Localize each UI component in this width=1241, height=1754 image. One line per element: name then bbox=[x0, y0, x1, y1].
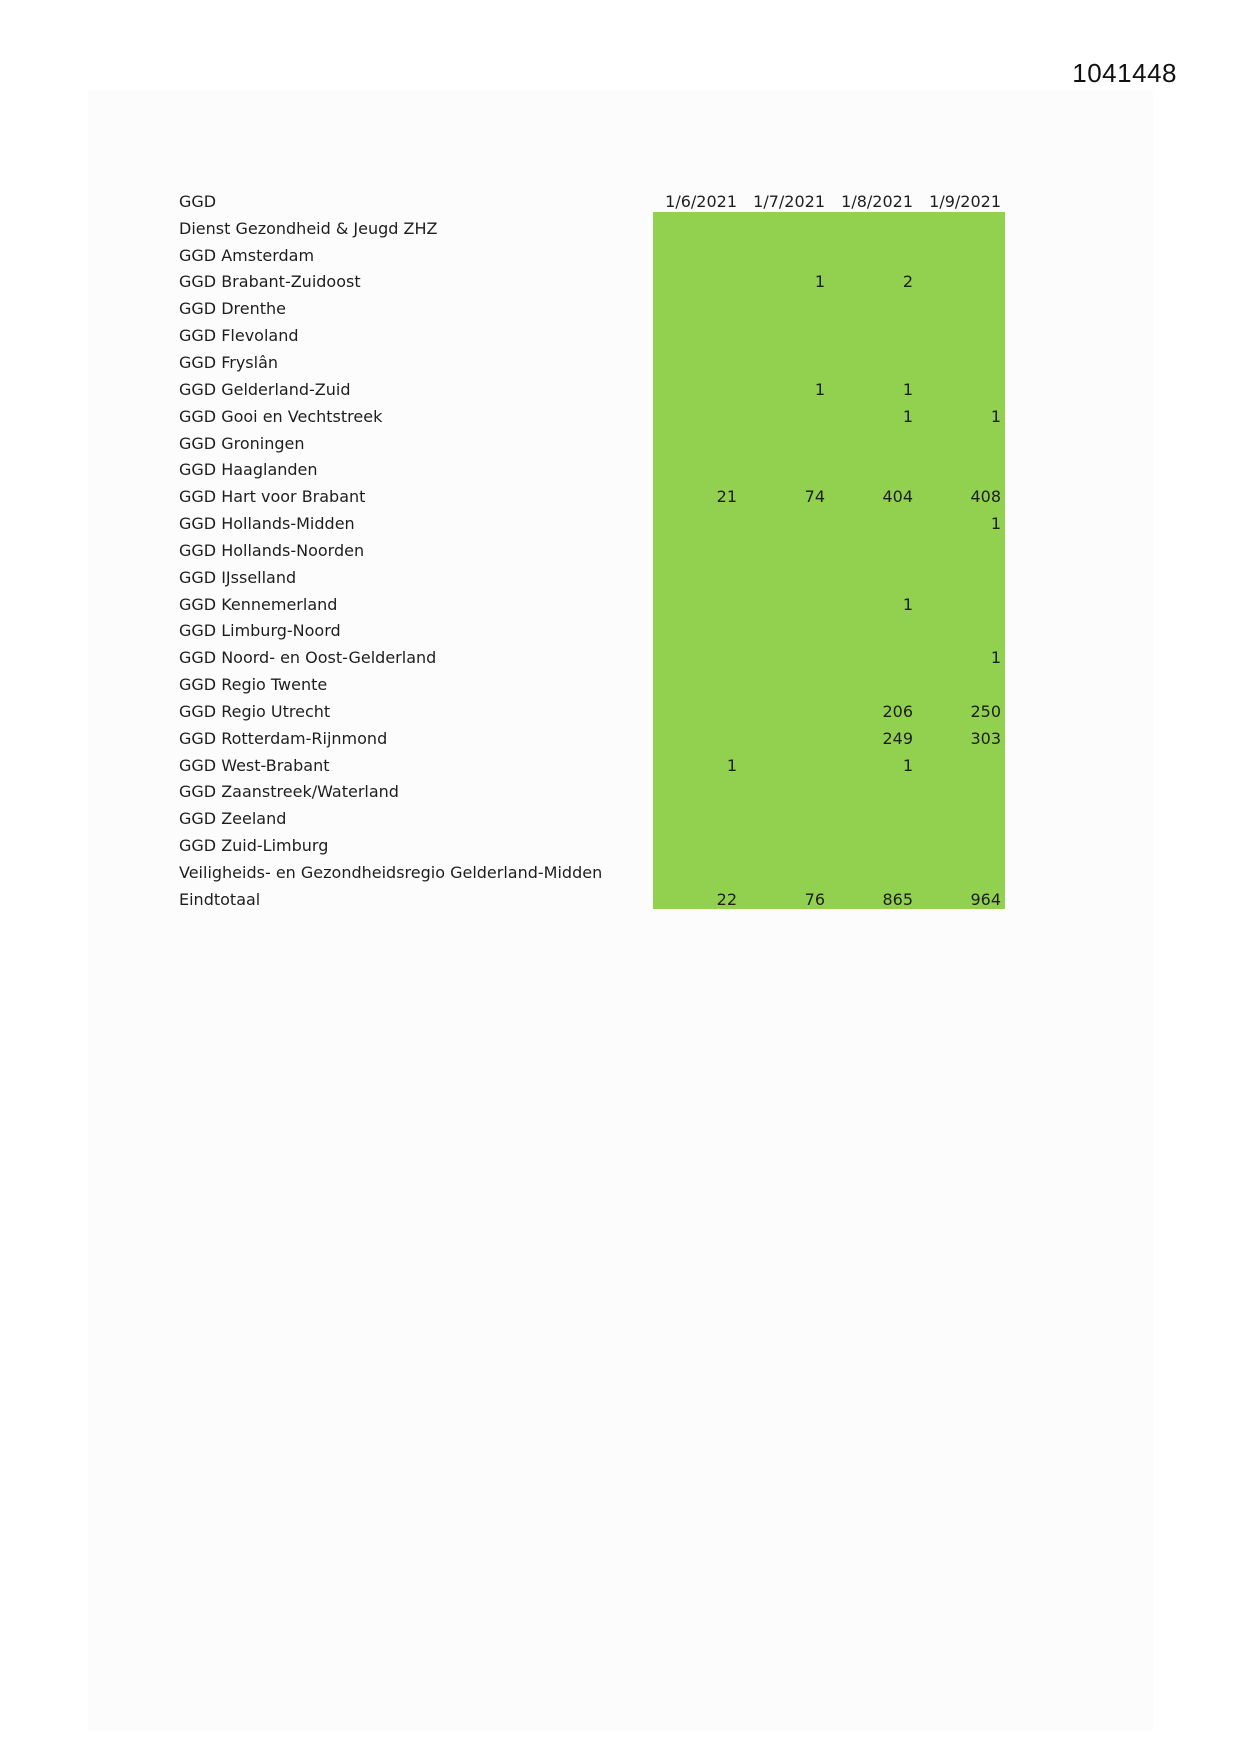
table-row bbox=[176, 349, 1004, 376]
row-label: GGD Fryslân bbox=[179, 352, 279, 372]
value-cell bbox=[828, 618, 916, 645]
value-cell bbox=[652, 242, 740, 269]
value-cell bbox=[652, 322, 740, 349]
value-cell: 1 bbox=[990, 406, 1001, 426]
value-cell bbox=[916, 779, 1004, 806]
value-cell: 865 bbox=[882, 889, 913, 909]
table-row bbox=[176, 456, 1004, 483]
value-cell bbox=[652, 456, 740, 483]
row-label: GGD Kennemerland bbox=[179, 594, 338, 614]
value-cell bbox=[652, 805, 740, 832]
value-cell bbox=[828, 671, 916, 698]
row-label: GGD Brabant-Zuidoost bbox=[179, 272, 361, 292]
value-cell bbox=[740, 537, 828, 564]
value-cell bbox=[916, 591, 1004, 618]
value-cell bbox=[652, 779, 740, 806]
value-cell bbox=[740, 322, 828, 349]
value-cell: 249 bbox=[882, 728, 913, 748]
value-cell bbox=[828, 349, 916, 376]
value-cell: 74 bbox=[804, 487, 825, 507]
column-header-date: 1/7/2021 bbox=[753, 191, 825, 211]
value-cell bbox=[740, 725, 828, 752]
row-label: GGD Zaanstreek/Waterland bbox=[179, 782, 399, 802]
value-cell bbox=[916, 752, 1004, 779]
row-label: Veiligheids- en Gezondheidsregio Gelderland-Midden bbox=[179, 863, 603, 883]
value-cell bbox=[916, 295, 1004, 322]
column-header-date: 1/9/2021 bbox=[929, 191, 1001, 211]
table-row bbox=[176, 510, 1004, 537]
value-cell bbox=[652, 269, 740, 296]
value-cell bbox=[916, 349, 1004, 376]
value-cell: 1 bbox=[902, 594, 913, 614]
value-cell bbox=[740, 403, 828, 430]
row-label: GGD Regio Twente bbox=[179, 675, 328, 695]
row-label: Dienst Gezondheid & Jeugd ZHZ bbox=[179, 218, 438, 238]
value-cell bbox=[916, 564, 1004, 591]
row-label: GGD Limburg-Noord bbox=[179, 621, 341, 641]
value-cell bbox=[828, 242, 916, 269]
value-cell bbox=[652, 832, 740, 859]
value-cell bbox=[740, 591, 828, 618]
value-cell: 22 bbox=[716, 889, 737, 909]
value-cell bbox=[828, 537, 916, 564]
row-label: GGD Zuid-Limburg bbox=[179, 836, 329, 856]
table-row bbox=[176, 591, 1004, 618]
row-label: GGD Groningen bbox=[179, 433, 305, 453]
table-row bbox=[176, 698, 1004, 725]
table-row bbox=[176, 752, 1004, 779]
value-cell: 1 bbox=[814, 379, 825, 399]
value-cell: 404 bbox=[882, 487, 913, 507]
value-cell bbox=[916, 618, 1004, 645]
table-body bbox=[176, 215, 1004, 913]
value-cell bbox=[916, 242, 1004, 269]
value-cell bbox=[740, 510, 828, 537]
value-cell bbox=[828, 859, 916, 886]
value-cell bbox=[652, 671, 740, 698]
value-cell: 303 bbox=[970, 728, 1001, 748]
row-label: GGD Haaglanden bbox=[179, 460, 318, 480]
value-cell bbox=[652, 295, 740, 322]
table-row bbox=[176, 564, 1004, 591]
value-cell: 76 bbox=[804, 889, 825, 909]
value-cell: 1 bbox=[726, 755, 737, 775]
table-row bbox=[176, 725, 1004, 752]
row-label: GGD Hollands-Noorden bbox=[179, 540, 365, 560]
row-label: Eindtotaal bbox=[179, 889, 261, 909]
value-cell bbox=[916, 859, 1004, 886]
value-cell: 21 bbox=[716, 487, 737, 507]
value-cell bbox=[916, 215, 1004, 242]
value-cell bbox=[828, 832, 916, 859]
value-cell bbox=[652, 430, 740, 457]
value-cell bbox=[828, 779, 916, 806]
value-cell: 206 bbox=[882, 701, 913, 721]
table-row bbox=[176, 269, 1004, 296]
value-cell bbox=[652, 591, 740, 618]
row-label: GGD Flevoland bbox=[179, 326, 299, 346]
value-cell bbox=[828, 564, 916, 591]
value-cell bbox=[652, 859, 740, 886]
value-cell bbox=[916, 269, 1004, 296]
row-label: GGD Regio Utrecht bbox=[179, 701, 331, 721]
value-cell bbox=[916, 322, 1004, 349]
value-cell bbox=[740, 242, 828, 269]
table-row bbox=[176, 805, 1004, 832]
value-cell bbox=[652, 725, 740, 752]
value-cell bbox=[916, 832, 1004, 859]
value-cell: 964 bbox=[970, 889, 1001, 909]
value-cell bbox=[740, 564, 828, 591]
value-cell bbox=[916, 376, 1004, 403]
column-header-date: 1/8/2021 bbox=[841, 191, 913, 211]
value-cell bbox=[740, 859, 828, 886]
row-label: GGD IJsselland bbox=[179, 567, 297, 587]
value-cell: 408 bbox=[970, 487, 1001, 507]
row-label: GGD Noord- en Oost-Gelderland bbox=[179, 648, 437, 668]
value-cell bbox=[652, 618, 740, 645]
value-cell bbox=[652, 376, 740, 403]
row-label: GGD Gooi en Vechtstreek bbox=[179, 406, 383, 426]
value-cell bbox=[916, 671, 1004, 698]
table-row bbox=[176, 859, 1004, 886]
value-cell bbox=[828, 430, 916, 457]
value-cell bbox=[652, 403, 740, 430]
row-label: GGD Zeeland bbox=[179, 809, 287, 829]
table-header-row bbox=[176, 188, 1004, 215]
table-row bbox=[176, 671, 1004, 698]
value-cell: 2 bbox=[902, 272, 913, 292]
value-cell bbox=[828, 644, 916, 671]
row-label: GGD Hollands-Midden bbox=[179, 514, 355, 534]
row-label: GGD Rotterdam-Rijnmond bbox=[179, 728, 388, 748]
table-row bbox=[176, 295, 1004, 322]
value-cell: 1 bbox=[990, 514, 1001, 534]
row-label: GGD Drenthe bbox=[179, 299, 286, 319]
value-cell bbox=[740, 698, 828, 725]
value-cell bbox=[828, 456, 916, 483]
value-cell bbox=[740, 752, 828, 779]
value-cell bbox=[740, 215, 828, 242]
value-cell bbox=[740, 295, 828, 322]
table-row bbox=[176, 832, 1004, 859]
value-cell: 1 bbox=[902, 406, 913, 426]
table-row bbox=[176, 322, 1004, 349]
table-row bbox=[176, 376, 1004, 403]
value-cell bbox=[828, 295, 916, 322]
value-cell bbox=[652, 644, 740, 671]
value-cell bbox=[916, 430, 1004, 457]
column-header-date: 1/6/2021 bbox=[665, 191, 737, 211]
value-cell bbox=[652, 215, 740, 242]
document-id: 1041448 bbox=[1072, 58, 1177, 88]
row-label: GGD Hart voor Brabant bbox=[179, 487, 366, 507]
value-cell bbox=[652, 698, 740, 725]
value-cell bbox=[828, 510, 916, 537]
value-cell bbox=[740, 644, 828, 671]
total-row bbox=[176, 886, 1004, 913]
row-label: GGD West-Brabant bbox=[179, 755, 330, 775]
value-cell bbox=[740, 430, 828, 457]
value-cell bbox=[740, 779, 828, 806]
value-cell bbox=[652, 537, 740, 564]
table-row bbox=[176, 403, 1004, 430]
table-row bbox=[176, 215, 1004, 242]
value-cell bbox=[740, 671, 828, 698]
value-cell bbox=[916, 805, 1004, 832]
value-cell bbox=[828, 805, 916, 832]
value-cell bbox=[740, 832, 828, 859]
row-label: GGD Gelderland-Zuid bbox=[179, 379, 351, 399]
table-row bbox=[176, 483, 1004, 510]
ggd-table bbox=[176, 188, 1004, 913]
table-row bbox=[176, 537, 1004, 564]
value-cell bbox=[740, 618, 828, 645]
value-cell bbox=[740, 456, 828, 483]
value-cell bbox=[652, 564, 740, 591]
value-cell: 1 bbox=[902, 755, 913, 775]
value-cell bbox=[916, 456, 1004, 483]
value-cell: 1 bbox=[902, 379, 913, 399]
value-cell bbox=[828, 215, 916, 242]
value-cell bbox=[652, 510, 740, 537]
table-row bbox=[176, 242, 1004, 269]
value-cell: 1 bbox=[990, 648, 1001, 668]
row-label: GGD Amsterdam bbox=[179, 245, 315, 265]
table-row bbox=[176, 644, 1004, 671]
table-row bbox=[176, 779, 1004, 806]
table-row bbox=[176, 430, 1004, 457]
value-cell: 1 bbox=[814, 272, 825, 292]
value-cell: 250 bbox=[970, 701, 1001, 721]
value-cell bbox=[740, 349, 828, 376]
value-cell bbox=[828, 322, 916, 349]
value-cell bbox=[916, 537, 1004, 564]
column-header-ggd: GGD bbox=[179, 191, 217, 211]
table-row bbox=[176, 618, 1004, 645]
value-cell bbox=[652, 349, 740, 376]
value-cell bbox=[740, 805, 828, 832]
